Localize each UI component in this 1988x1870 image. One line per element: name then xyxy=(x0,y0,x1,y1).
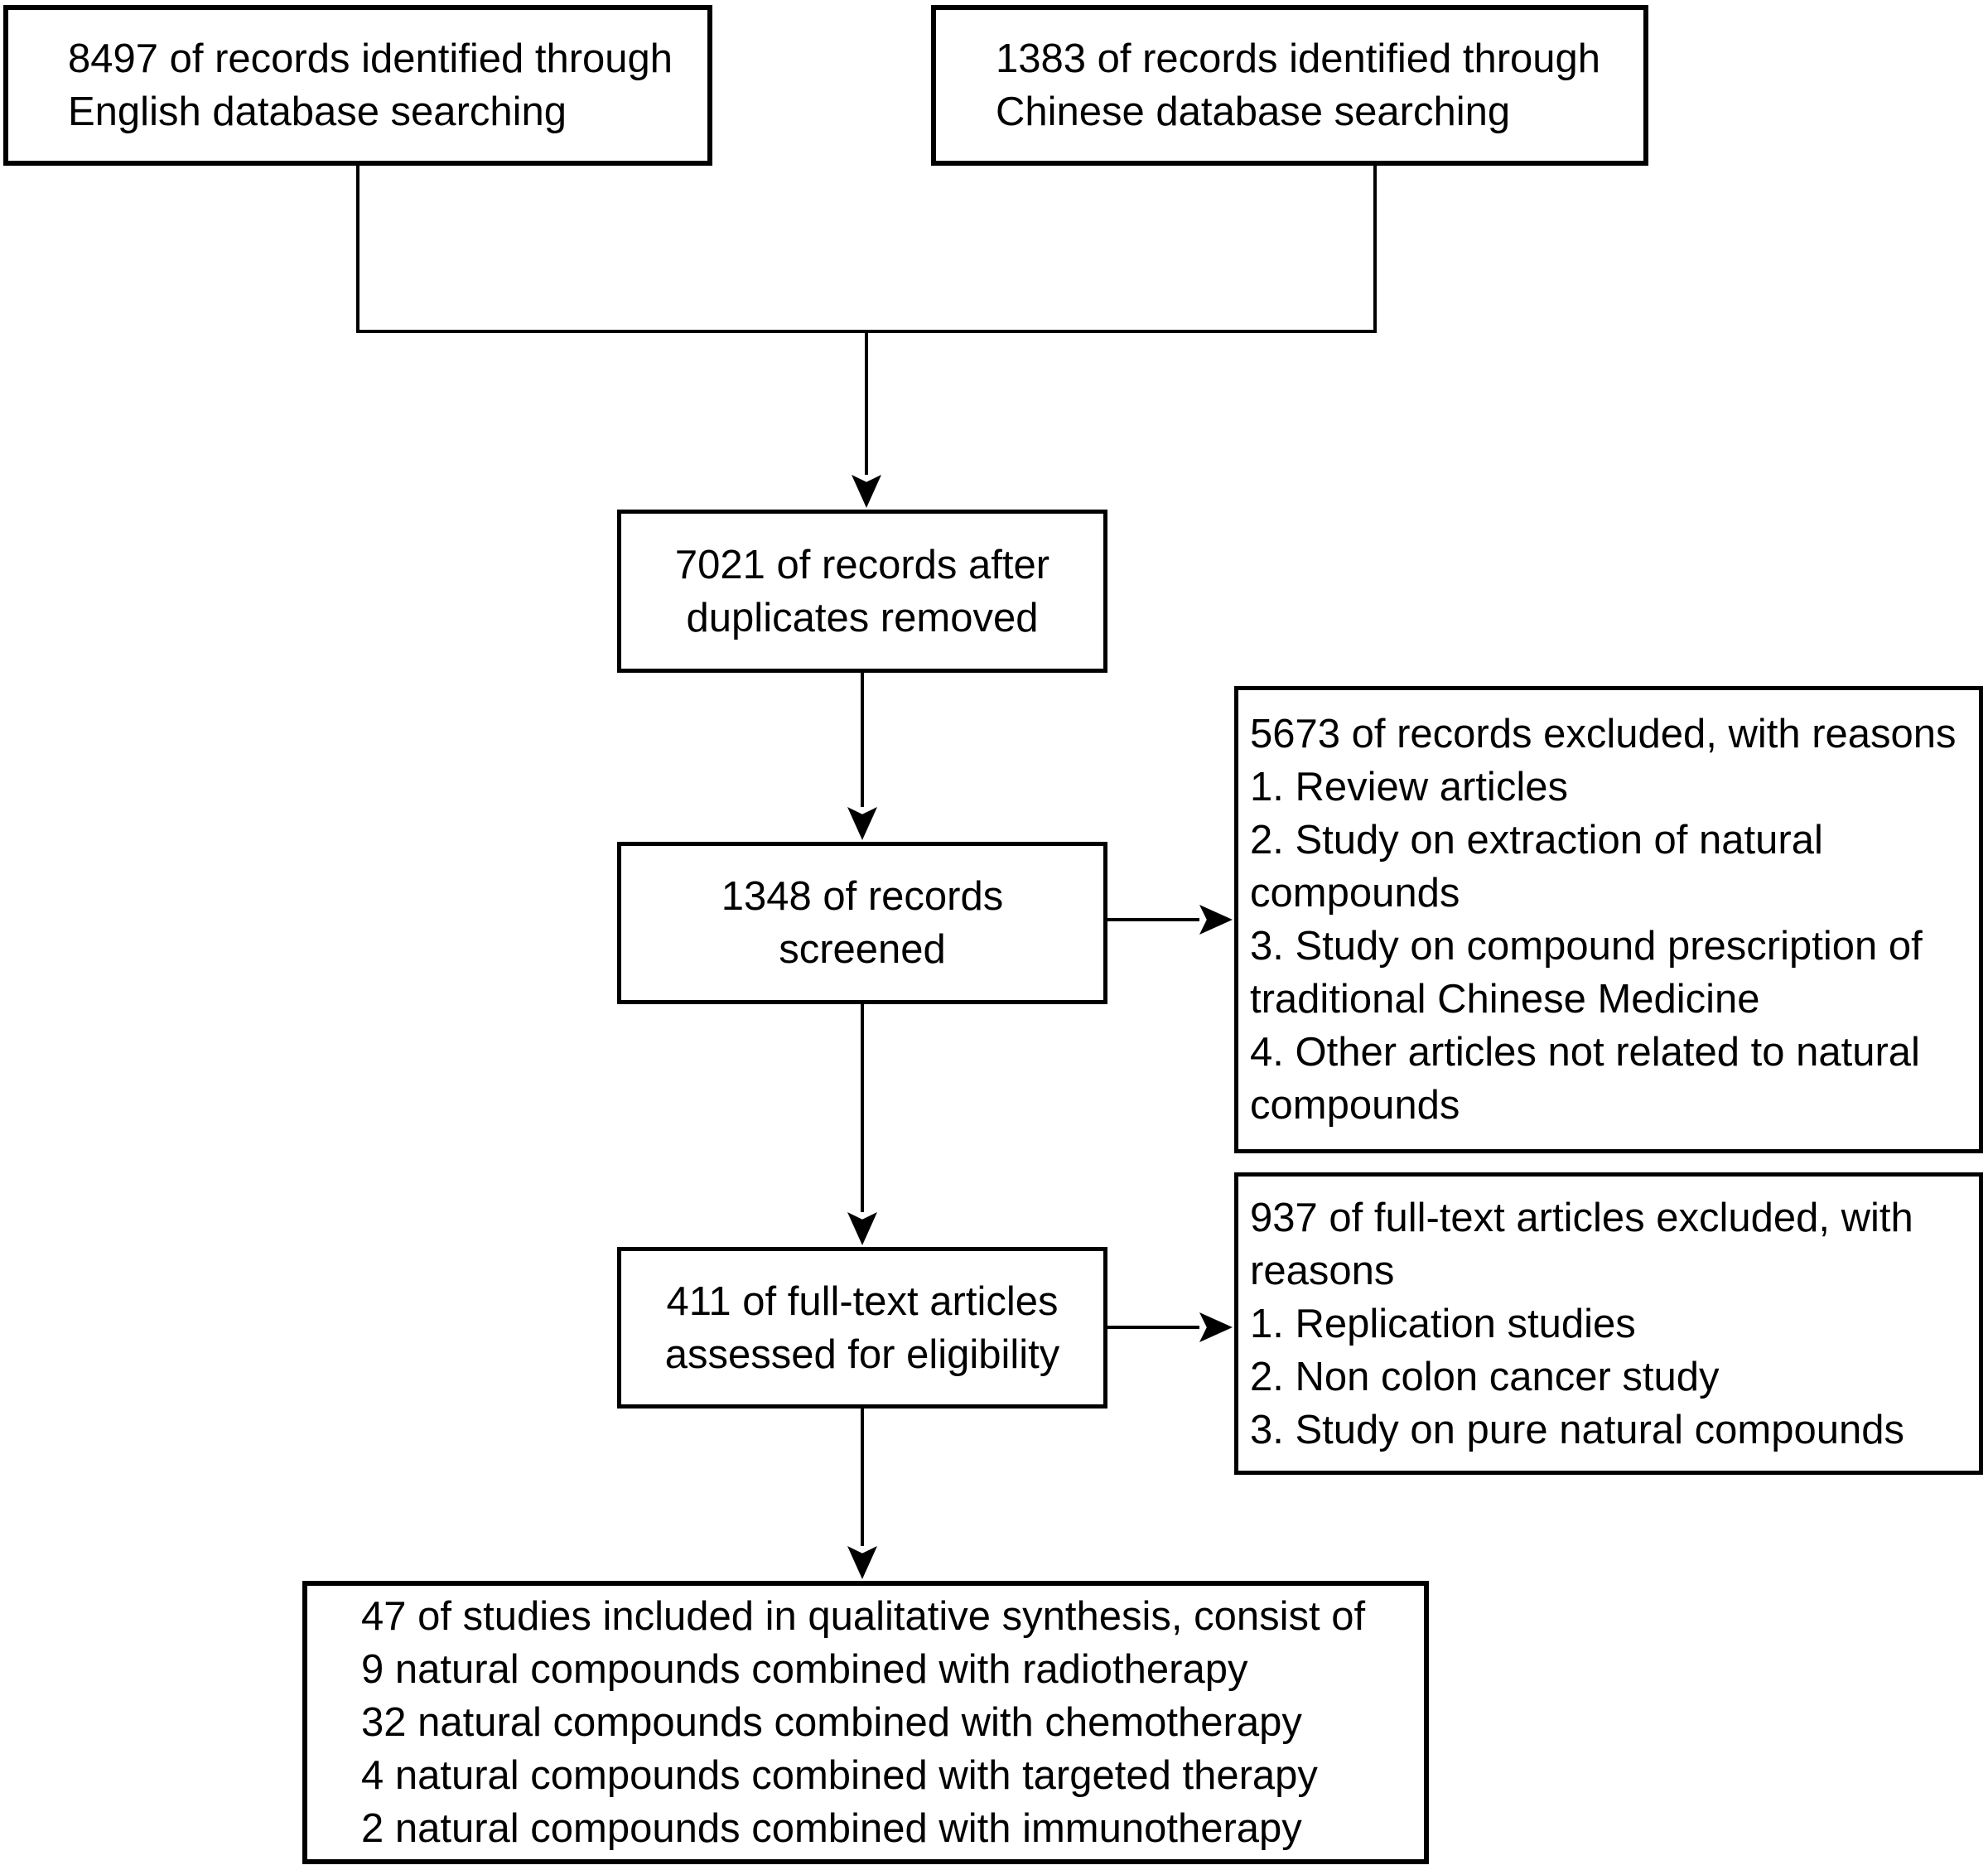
text-line: compounds xyxy=(1250,1083,1460,1128)
box-chinese-records xyxy=(931,5,1648,166)
box-studies-included xyxy=(302,1581,1429,1864)
text-line: English database searching xyxy=(68,89,567,134)
text-line: 4 natural compounds combined with targeted therapy xyxy=(361,1753,1318,1798)
text-line: screened xyxy=(779,927,946,972)
text-line: 4. Other articles not related to natural xyxy=(1250,1030,1920,1075)
box-fulltext-excluded-reasons xyxy=(1234,1172,1983,1475)
text-line: 5673 of records excluded, with reasons xyxy=(1250,712,1957,756)
text-line: 47 of studies included in qualitative synthesis, consist of xyxy=(361,1594,1366,1639)
text-line: duplicates removed xyxy=(686,595,1039,640)
text-line: 937 of full-text articles excluded, with xyxy=(1250,1195,1913,1240)
text-line: traditional Chinese Medicine xyxy=(1250,977,1760,1022)
text-line: 3. Study on pure natural compounds xyxy=(1250,1407,1904,1452)
text-line: Chinese database searching xyxy=(996,89,1511,134)
text-line: compounds xyxy=(1250,871,1460,916)
text-line: 1. Replication studies xyxy=(1250,1301,1636,1346)
text-line: reasons xyxy=(1250,1248,1395,1293)
box-duplicates-removed xyxy=(617,510,1107,673)
text-line: 1. Review articles xyxy=(1250,765,1568,809)
box-records-screened xyxy=(617,842,1107,1004)
box-fulltext-assessed xyxy=(617,1247,1107,1409)
box-english-records xyxy=(3,5,712,166)
text-line: 1383 of records identified through xyxy=(996,36,1601,81)
text-line: assessed for eligibility xyxy=(664,1331,1060,1377)
text-line: 32 natural compounds combined with chemotherapy xyxy=(361,1700,1302,1745)
text-line: 9 natural compounds combined with radiotherapy xyxy=(361,1647,1248,1692)
text-line: 3. Study on compound prescription of xyxy=(1250,924,1923,969)
box-records-excluded-reasons xyxy=(1234,686,1983,1153)
text-line: 8497 of records identified through xyxy=(68,36,673,81)
text-line: 1348 of records xyxy=(721,874,1004,919)
text-line: 7021 of records after xyxy=(674,542,1050,587)
text-line: 2 natural compounds combined with immunotherapy xyxy=(361,1806,1302,1851)
text-line: 411 of full-text articles xyxy=(666,1278,1059,1324)
text-line: 2. Study on extraction of natural xyxy=(1250,818,1823,863)
text-line: 2. Non colon cancer study xyxy=(1250,1354,1720,1399)
